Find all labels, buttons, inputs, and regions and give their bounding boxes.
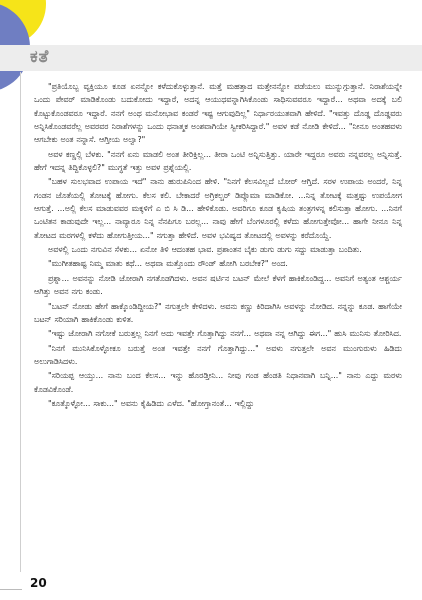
paragraph: "ಬಟನ್ ನೋಡು ಹೇಗೆ ಹಾಕ್ಕೊಂಡಿದ್ದೀಯ?" ನಗುತ್ತಲೇ ಕೇಳಿದಳು. ಅವನು ಕಣ್ಣು ಕಿರಿದಾಗಿಸಿ ಅವಳನ್ನು ನೋಡಿದ. ನನ್ನನ್ನು ಕೂಡ. ಹಾಗೆಯೇ ಬಟನ್ ಸರಿಯಾಗಿ ಹಾಕಿಕೊಂಡು ಕುಳಿತ. [34, 301, 402, 324]
paragraph: ಅವಳಲ್ಲಿ ಒಂದು ನಗುವಿನ ಸೆಳಕು... ಏನೋ ತಿಳಿ ಆದಂತಹ ಭಾವ. ಪ್ರಶಾಂತನ ಬೈಕು ಡುಗು ಡುಗು ಸದ್ದು ಮಾಡುತ್ತಾ ಬಂದಿತು. [48, 245, 362, 255]
header-bar [0, 45, 422, 71]
margin-rule [20, 72, 21, 572]
story-body [34, 80, 402, 411]
crop-mark [0, 589, 22, 590]
paragraph: "ಇಷ್ಟು ಜೋರಾಗಿ ನಗೋಕೆ ಬರುತ್ತಲ್ಲ ನಿನಗೆ ಅದು ಇವತ್ತೇ ಗೊತ್ತಾಗಿದ್ದು ನನಗೆ... ಅಥವಾ ನನ್ನ ಆಗಿದ್ದು ಈಗ..." ಹುಸಿ ಮುನಿಸು ತೋರಿಸಿದ. [48, 329, 402, 339]
paragraph: "ಪ್ರತಿಯೊಬ್ಬ ವ್ಯಕ್ತಿಯೂ ಕೂಡ ಏನನ್ನೋ ಕಳೆದುಕೊಳ್ಳುತ್ತಾನೆ. ಮತ್ತೆ ಮಹತ್ತಾದ ಮತ್ತೇನನ್ನೋ ಪಡೆಯಲು ಮುನ್ನುಗ್ಗುತ್ತಾನೆ. ನಿರಾಶೆಯನ್ನೇ ಒಂದು ಪೇವರ್ ಮಾಡಿಕೊಂಡು ಬದುಕೋದು ಇದ್ದಾರೆ, ಅದನ್ನ ಆಯುಧವನ್ನಾಗಿಸಿಕೊಂಡು ಸಾಧಿಸುವವರೂ ಇದ್ದಾರೆ... ಅಥವಾ ಅದಕ್ಕೆ ಬಲಿ ಕೊಟ್ಟುಕೊಂಡವರೂ ಇದ್ದಾರೆ. ನನಗೆ ಅಂಥ ಮನೋಭಾವ ಕಂಡರೆ ಇಷ್ಟ ಆಗುವುದಿಲ್ಲ" ನಿರ್ಧಾರಯುತವಾಗಿ ಹೇಳಿದೆ. "ಇವತ್ತು ದೊಡ್ಡ ದೊಡ್ಡವರು ಅನ್ನಿಸಿಕೊಂಡವರೆಲ್ಲ ಅವರವರ ನಿರಾಶೆಗಳನ್ನು ಒಂದು ಧನಾತ್ಮಕ ಅಂಶವಾಗಿಯೇ ಸ್ವೀಕರಿಸಿದ್ದಾರೆ." ಅವಳ ಕಡೆ ನೋಡಿ ಕೇಳಿದೆ... "ನೀನೂ ಅಂತಹವಳು ಆಗಬೇಕು ಅಂತ ನನ್ನಾಸೆ. ಆಗ್ತೀಯ ಅಲ್ವಾ?" [34, 82, 402, 145]
paragraph: "ಸರಿಯಪ್ಪ ಆಯ್ತು... ನಾನು ಬಂದ ಕೆಲಸ... ಇನ್ನು ಹೊರಡ್ತೀನಿ... ನೀವು ಗಂಡ ಹೆಂಡತಿ ನಿಧಾನವಾಗಿ ಬನ್ನಿ..." ನಾನು ಎದ್ದು ಮರಳು ಕೊಡವಿಕೊಂಡೆ. [34, 371, 402, 394]
section-title: ಕತೆ [30, 47, 50, 67]
paragraph: "ನಿನಗೆ ಮುನಿಸಿಕೊಳ್ಳೋಕೂ ಬರುತ್ತೆ ಅಂತ ಇವತ್ತೇ ನನಗೆ ಗೊತ್ತಾಗಿದ್ದು..." ಅವಳು ನಗುತ್ತಲೇ ಅವನ ಮುಂಗುರುಳು ಹಿಡಿದು ಅಲುಗಾಡಿಸಿದಳು. [34, 343, 402, 366]
paragraph: ಅವಳ ಕಣ್ಣಲ್ಲಿ ಬೆಳಕು. "ನನಗೆ ಏನು ಮಾಡಲಿ ಅಂತ ತೀರಿಕ್ತಿಲ್ಲ... ತೀರಾ ಒಂಟಿ ಅನ್ನಿಸುತ್ತಿತ್ತು. ಯಾರೇ ಇದ್ದರೂ ಅವರು ನನ್ನವರಲ್ಲ ಅನ್ನಿಸುತ್ತೆ. ಹೇಗೆ ಇದನ್ನ ತಿದ್ದಿಕೊಳ್ಳಲಿ?" ಮುಗ್ಧತೆ ಇತ್ತು ಅವಳ ಪ್ರಶ್ನೆಯಲ್ಲಿ. [34, 149, 402, 173]
paragraph: "ಮುಗೀತಹಾಷ್ಟ ನಿಮ್ಮ ಮಾತು ಕಥೆ... ಅಥವಾ ಮತ್ತೊಂದು ರೌಂಡ್ ಹೋಗಿ ಬರಬೇಕ?" ಅಂದ. [48, 259, 288, 269]
paragraph: "ಕೂತ್ಕೊಳ್ಳೋ... ಸಾಕು..." ಅವನು ಕೈಹಿಡಿದು ಎಳೆದ. "ಹೋಗ್ತಾನಂತೆ... ಇಲ್ಲಿದ್ದು [48, 398, 255, 408]
page-number: 20 [30, 576, 47, 590]
paragraph: "ಬಹಳ ಸುಲಭವಾದ ಉಪಾಯ ಇದೆ" ನಾನು ಹುರುಪಿನಿಂದ ಹೇಳಿ. "ನಿನಗೆ ಕೆಲಸವಿಲ್ಲದೆ ಬೋರ್ ಆಗ್ತಿದೆ. ಸರಳ ಉಪಾಯ ಅಂದರೆ, ನಿನ್ನ ಗಂಡನ ಜೊತೆಯಲ್ಲಿ ತೋಟಕ್ಕೆ ಹೋಗು. ಕೆಲಸ ಕಲಿ. ಬೇಕಾದರೆ ಅಗ್ರಿಕಲ್ಚರ್ ಡಿಪ್ಲೊಮಾ ಮಾಡಿಕೋ. ...ನಿನ್ನ ತೋಟಕ್ಕೆ ಮತ್ತಷ್ಟು ಉಪಯೋಗ ಆಗುತ್ತೆ. ...ಅಲ್ಲಿ ಕೆಲಸ ಮಾಡುವವರ ಮಕ್ಕಳಿಗೆ ಎ ಬಿ ಸಿ ಡಿ... ಹೇಳಿಕೊಡು. ಅವರಿಗೂ ಕೂಡ ಕೃಷಿಯ ತಂತ್ರಗಳನ್ನ ಕಲಿಸುತ್ತಾ ಹೋಗು. ...ನಿನಗೆ ಒಂಟಿತನ ಕಾಡುವುದೇ ಇಲ್ಲ... ನಾವ್ಯಾರೂ ನಿನ್ನ ನೆನಪಿಗೂ ಬರಲ್ಲ... ನಾವು ಹೇಗೆ ಬೆಂಗಳೂರಲ್ಲಿ ಕಳೆದು ಹೋಗುತ್ತೇವೋ... ಹಾಗೇ ನೀನೂ ನಿನ್ನ ತೋಟದ ಮರಗಳಲ್ಲಿ ಕಳೆದು ಹೋಗುತ್ತೀಯ..." ನಗುತ್ತಾ ಹೇಳಿದೆ. ಅವಳ ಭವಿಷ್ಯದ ತೋಟದಲ್ಲಿ ಅವಳನ್ನು ಕರೆದೊಯ್ದೆ. [34, 177, 402, 240]
paragraph: ಪ್ರಶ್ನಾ... ಅವನನ್ನು ನೋಡಿ ಜೋರಾಗಿ ನಗತೊಡಗಿದಳು. ಅವನ ಷರ್ಟಿನ ಬಟನ್ ಮೇಲೆ ಕೆಳಗೆ ಹಾಕಿಕೊಂಡಿದ್ದ... ಅವನಿಗೆ ಅತ್ಯಂತ ಆಶ್ಚರ್ಯ ಆಗಿತ್ತು ಅವನ ನಗು ಕಂಡು. [34, 273, 402, 297]
